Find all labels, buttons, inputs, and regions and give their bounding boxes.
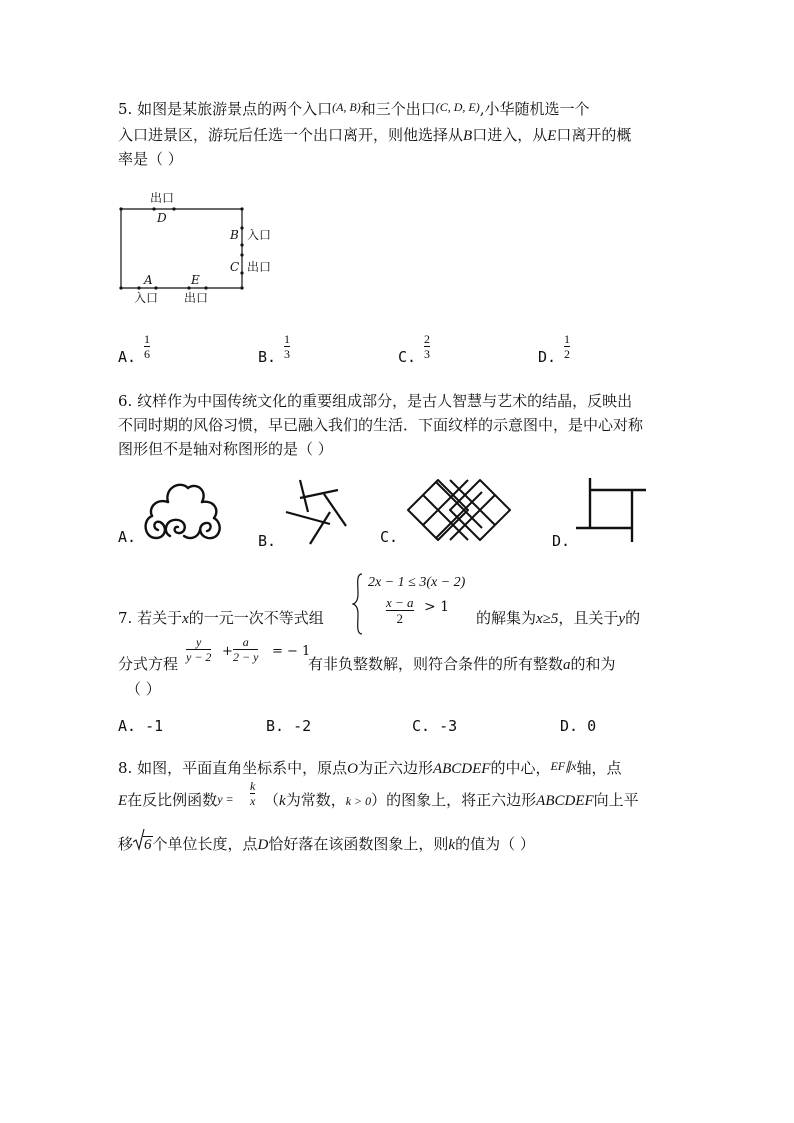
q8-line2-right xyxy=(264,789,639,810)
q5-dot-e2 xyxy=(204,286,207,289)
q8-var-e: E xyxy=(118,793,128,809)
q8-text: 为正六边形 xyxy=(357,759,433,777)
cloud-right-spiral xyxy=(200,518,219,538)
q5-dot-c1 xyxy=(240,253,243,256)
denominator: 3 xyxy=(424,347,430,361)
q8-text: 8. 如图，平面直角坐标系中，原点 xyxy=(118,759,348,777)
q5-point-d: D xyxy=(157,211,167,225)
q8-k-condition: k > 0 xyxy=(345,794,372,808)
q7-option-c[interactable]: C. -3 xyxy=(412,717,458,735)
q5-option-a-fraction xyxy=(144,333,150,360)
q7-var-a: a xyxy=(563,657,571,673)
q7-system-rhs: > 1 xyxy=(424,599,450,615)
q7-line1-right xyxy=(476,607,640,628)
q7-eq-rhs: = − 1 xyxy=(272,644,311,659)
sqrt-radicand: 6 xyxy=(144,837,152,853)
q7-text: 7. 若关于 xyxy=(118,609,183,627)
q7-answer-blank: （ ） xyxy=(126,680,161,698)
q5-option-d-fraction xyxy=(564,333,570,360)
q5-text: 5. 如图是某旅游景点的两个入口 xyxy=(118,100,333,118)
sqrt-icon xyxy=(133,829,145,851)
q8-text: ）的图象上，将正六边形 xyxy=(371,791,537,809)
q8-sqrt xyxy=(133,835,153,854)
option-letter: D. xyxy=(538,348,557,366)
q6-pinwheel-pattern xyxy=(280,478,350,546)
q5-corner-dot xyxy=(240,286,243,289)
q6-text: 6. 纹样作为中国传统文化的重要组成部分，是古人智慧与艺术的结晶，反映出 xyxy=(118,392,633,410)
q7-text: 的和为 xyxy=(570,655,616,673)
q5-option-a[interactable] xyxy=(118,348,136,366)
q5-dot-d1 xyxy=(152,207,155,210)
numerator: a xyxy=(242,635,249,649)
q8-var-d: D xyxy=(257,837,269,853)
q8-line2-left xyxy=(118,789,234,810)
q6-knot-pattern xyxy=(404,478,514,544)
q5-text: 口进入，从 xyxy=(472,126,548,144)
q5-label-exit-d: 出口 xyxy=(150,191,175,205)
q6-text: 图形但不是轴对称图形的是（ ） xyxy=(118,440,333,458)
q7-eq-plus: + xyxy=(222,644,233,659)
q7-option-b[interactable]: B. -2 xyxy=(266,717,312,735)
q8-text: （ xyxy=(264,791,280,809)
q8-line3 xyxy=(118,833,535,854)
q5-var-e: E xyxy=(547,128,557,144)
q5-label-entrance-b: 入口 xyxy=(247,228,272,242)
q7-line1-left xyxy=(118,607,324,628)
numerator: 1 xyxy=(564,332,570,346)
q5-text: 率是（ ） xyxy=(118,150,183,168)
q8-text: 轴，点 xyxy=(576,759,622,777)
q5-option-d[interactable] xyxy=(538,348,556,366)
option-letter: A. xyxy=(118,348,137,366)
q8-func-y: y = xyxy=(217,792,234,806)
cloud-right-lobe xyxy=(202,502,216,518)
q7-system-line1: 2x − 1 ≤ 3(x − 2) xyxy=(368,575,466,590)
q5-dot-c2 xyxy=(240,271,243,274)
denominator: 6 xyxy=(144,347,150,361)
q7-text: 的 xyxy=(625,609,641,627)
q7-text: ，且关于 xyxy=(558,609,619,627)
q7-option-a[interactable]: A. -1 xyxy=(118,717,164,735)
q7-eq-fraction-2 xyxy=(233,636,258,663)
q5-exits: (C, D, E) xyxy=(435,100,480,114)
q7-text: 有非负整数解，则符合条件的所有整数 xyxy=(308,655,564,673)
cloud-left-lobe xyxy=(151,501,168,516)
q5-corner-dot xyxy=(240,207,243,210)
q7-text: 分式方程 xyxy=(118,655,179,673)
q5-var-b: B xyxy=(463,128,473,144)
cloud-bottom xyxy=(184,530,200,538)
q5-dot-a1 xyxy=(137,286,140,289)
q5-dot-b2 xyxy=(240,243,243,246)
q5-option-c[interactable] xyxy=(398,348,416,366)
q5-corner-dot xyxy=(119,207,122,210)
q8-hexagon: ABCDEF xyxy=(536,793,594,809)
denominator: 2 xyxy=(396,611,404,626)
q6-option-b[interactable]: B. xyxy=(258,532,277,550)
q8-text: 在反比例函数 xyxy=(127,791,218,809)
cloud-center-spiral xyxy=(166,520,185,536)
q7-brace-icon xyxy=(352,572,364,636)
q6-text: 不同时期的风俗习惯，早已融入我们的生活．下面纹样的示意图中，是中心对称 xyxy=(118,416,644,434)
q8-text: 为常数， xyxy=(285,791,346,809)
q8-text: 恰好落在该函数图象上，则 xyxy=(268,835,449,853)
pinwheel-line xyxy=(324,494,346,526)
q5-dot-d2 xyxy=(172,207,175,210)
cloud-top xyxy=(167,485,203,502)
numerator: 1 xyxy=(144,332,150,346)
q5-option-c-fraction xyxy=(424,333,430,360)
q8-text: 向上平 xyxy=(593,791,639,809)
q5-corner-dot xyxy=(119,286,122,289)
q7-option-d[interactable]: D. 0 xyxy=(560,717,597,735)
q8-line1 xyxy=(118,757,621,778)
denominator: 2 − y xyxy=(233,650,259,664)
q5-point-b: B xyxy=(230,228,239,242)
q5-point-a: A xyxy=(144,273,153,287)
q7-system-fraction xyxy=(386,596,414,625)
q7-text: 的解集为 xyxy=(476,609,537,627)
q7-text: 的一元一次不等式组 xyxy=(188,609,324,627)
q6-option-a[interactable]: A. xyxy=(118,528,137,546)
q5-label-entrance-a: 入口 xyxy=(134,291,159,305)
q5-entrances: (A, B) xyxy=(332,100,361,114)
q7-var-y: y xyxy=(618,611,626,627)
q5-text: ,小华随机选一个 xyxy=(479,100,590,118)
q7-condition: x≥5 xyxy=(536,611,559,627)
cloud-left-spiral xyxy=(146,516,165,538)
q5-point-c: C xyxy=(230,260,240,274)
q6-option-c[interactable]: C. xyxy=(380,528,399,546)
q5-dot-a2 xyxy=(154,286,157,289)
q8-text: 移 xyxy=(118,835,134,853)
q8-text: 个单位长度，点 xyxy=(152,835,258,853)
q8-var-k: k xyxy=(448,837,456,853)
q5-option-b[interactable] xyxy=(258,348,276,366)
option-letter: B. xyxy=(258,348,277,366)
denominator: x xyxy=(250,794,256,808)
q6-square-pattern xyxy=(574,476,648,546)
option-letter: C. xyxy=(398,348,417,366)
q5-option-b-fraction xyxy=(284,333,290,360)
q5-text: 入口进景区，游玩后任选一个出口离开，则他选择从 xyxy=(118,126,464,144)
q8-func-fraction xyxy=(250,780,255,807)
q7-eq-fraction-1 xyxy=(186,636,211,663)
q8-var-o: O xyxy=(347,761,358,777)
q5-point-e: E xyxy=(191,273,200,287)
numerator: y xyxy=(196,635,202,649)
q8-text: 的值为（ ） xyxy=(455,835,535,853)
q5-text: 和三个出口 xyxy=(360,100,436,118)
q8-hexagon: ABCDEF xyxy=(432,761,491,777)
denominator: y − 2 xyxy=(186,650,212,664)
q8-text: 的中心， xyxy=(490,759,551,777)
pinwheel-line xyxy=(300,490,338,498)
numerator: k xyxy=(250,779,256,793)
numerator: 2 xyxy=(424,332,430,346)
pinwheel-line xyxy=(286,512,330,524)
q5-dot-b1 xyxy=(240,226,243,229)
denominator: 3 xyxy=(284,347,290,361)
q5-text: 口离开的概 xyxy=(556,126,632,144)
q8-ef-parallel: EF∥x xyxy=(550,759,577,773)
q7-line2-rest xyxy=(308,653,616,674)
numerator: x − a xyxy=(386,595,414,610)
denominator: 2 xyxy=(564,347,570,361)
q6-cloud-pattern xyxy=(138,478,224,544)
pinwheel-line xyxy=(310,512,330,544)
q5-label-exit-e: 出口 xyxy=(184,291,209,305)
q5-label-exit-c: 出口 xyxy=(247,260,272,274)
q8-var-k: k xyxy=(279,793,286,809)
q5-figure xyxy=(110,185,290,310)
numerator: 1 xyxy=(284,332,290,346)
q7-var-x: x xyxy=(182,611,189,627)
q6-option-d[interactable]: D. xyxy=(552,532,571,550)
